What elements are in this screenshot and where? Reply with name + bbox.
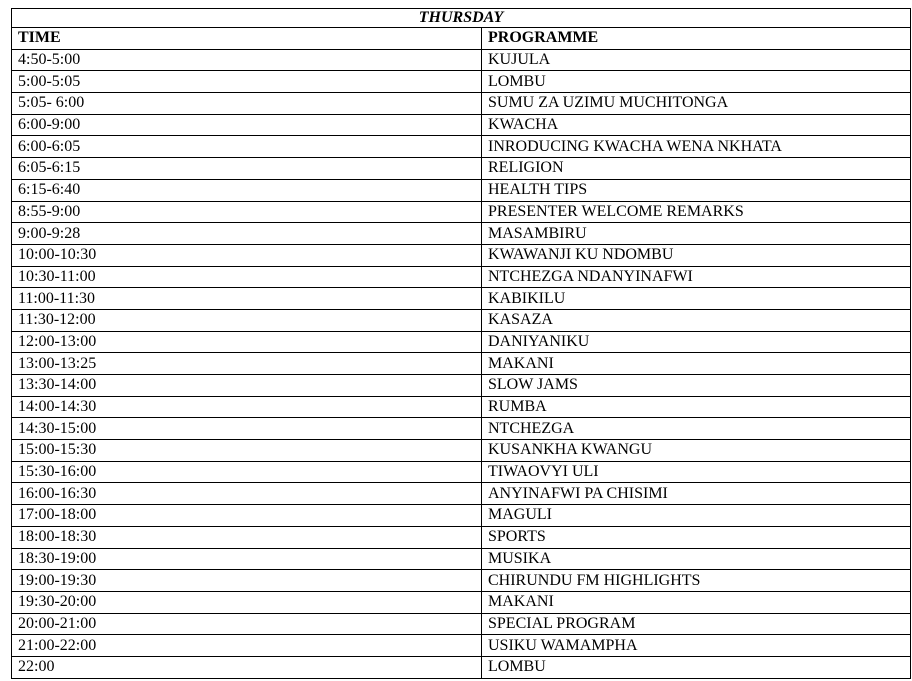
time-cell: 15:00-15:30 <box>12 440 482 462</box>
table-row <box>12 461 911 483</box>
time-cell: 10:00-10:30 <box>12 244 482 266</box>
time-cell: 18:30-19:00 <box>12 548 482 570</box>
table-row <box>12 396 911 418</box>
time-cell: 9:00-9:28 <box>12 223 482 245</box>
programme-cell: KUJULA <box>482 49 911 71</box>
time-cell: 8:55-9:00 <box>12 201 482 223</box>
table-row <box>12 483 911 505</box>
programme-cell: ANYINAFWI PA CHISIMI <box>482 483 911 505</box>
table-row <box>12 136 911 158</box>
table-row <box>12 591 911 613</box>
time-cell: 14:00-14:30 <box>12 396 482 418</box>
programme-cell: MASAMBIRU <box>482 223 911 245</box>
programme-cell: USIKU WAMAMPHA <box>482 635 911 657</box>
programme-cell: CHIRUNDU FM HIGHLIGHTS <box>482 570 911 592</box>
table-row <box>12 331 911 353</box>
programme-cell: NTCHEZGA <box>482 418 911 440</box>
programme-cell: KABIKILU <box>482 288 911 310</box>
programme-cell: RUMBA <box>482 396 911 418</box>
time-cell: 10:30-11:00 <box>12 266 482 288</box>
time-cell: 16:00-16:30 <box>12 483 482 505</box>
table-row <box>12 288 911 310</box>
table-row <box>12 656 911 678</box>
programme-cell: KUSANKHA KWANGU <box>482 440 911 462</box>
programme-cell: PRESENTER WELCOME REMARKS <box>482 201 911 223</box>
time-cell: 18:00-18:30 <box>12 526 482 548</box>
programme-cell: LOMBU <box>482 656 911 678</box>
time-cell: 22:00 <box>12 656 482 678</box>
programme-cell: LOMBU <box>482 71 911 93</box>
time-column-header: TIME <box>12 28 482 50</box>
programme-cell: MUSIKA <box>482 548 911 570</box>
programme-column-header: PROGRAMME <box>482 28 911 50</box>
time-cell: 5:00-5:05 <box>12 71 482 93</box>
table-row <box>12 505 911 527</box>
table-row <box>12 440 911 462</box>
time-cell: 17:00-18:00 <box>12 505 482 527</box>
programme-cell: INRODUCING KWACHA WENA NKHATA <box>482 136 911 158</box>
table-row <box>12 71 911 93</box>
table-row <box>12 201 911 223</box>
programme-cell: SLOW JAMS <box>482 375 911 397</box>
programme-cell: SPECIAL PROGRAM <box>482 613 911 635</box>
programme-cell: KWACHA <box>482 114 911 136</box>
time-cell: 5:05- 6:00 <box>12 93 482 115</box>
programme-cell: DANIYANIKU <box>482 331 911 353</box>
time-cell: 20:00-21:00 <box>12 613 482 635</box>
time-cell: 15:30-16:00 <box>12 461 482 483</box>
schedule-body <box>12 49 911 678</box>
time-cell: 6:00-9:00 <box>12 114 482 136</box>
time-cell: 13:00-13:25 <box>12 353 482 375</box>
time-cell: 19:30-20:00 <box>12 591 482 613</box>
time-cell: 14:30-15:00 <box>12 418 482 440</box>
time-cell: 11:30-12:00 <box>12 309 482 331</box>
time-cell: 4:50-5:00 <box>12 49 482 71</box>
time-cell: 11:00-11:30 <box>12 288 482 310</box>
table-row <box>12 526 911 548</box>
table-row <box>12 353 911 375</box>
table-row <box>12 548 911 570</box>
table-row <box>12 570 911 592</box>
table-row <box>12 223 911 245</box>
programme-cell: NTCHEZGA NDANYINAFWI <box>482 266 911 288</box>
time-cell: 6:15-6:40 <box>12 179 482 201</box>
table-row <box>12 158 911 180</box>
programme-cell: RELIGION <box>482 158 911 180</box>
time-cell: 6:05-6:15 <box>12 158 482 180</box>
time-cell: 13:30-14:00 <box>12 375 482 397</box>
day-title: THURSDAY <box>12 9 911 28</box>
table-row <box>12 266 911 288</box>
programme-cell: TIWAOVYI ULI <box>482 461 911 483</box>
programme-cell: MAKANI <box>482 353 911 375</box>
time-cell: 6:00-6:05 <box>12 136 482 158</box>
column-header-row <box>12 28 911 50</box>
programme-cell: SPORTS <box>482 526 911 548</box>
table-row <box>12 244 911 266</box>
table-row <box>12 375 911 397</box>
programme-cell: HEALTH TIPS <box>482 179 911 201</box>
programme-cell: MAGULI <box>482 505 911 527</box>
time-cell: 19:00-19:30 <box>12 570 482 592</box>
table-row <box>12 93 911 115</box>
table-row <box>12 613 911 635</box>
schedule-table <box>11 8 911 679</box>
table-row <box>12 114 911 136</box>
table-row <box>12 309 911 331</box>
time-cell: 21:00-22:00 <box>12 635 482 657</box>
programme-cell: KWAWANJI KU NDOMBU <box>482 244 911 266</box>
table-row <box>12 179 911 201</box>
programme-cell: KASAZA <box>482 309 911 331</box>
programme-cell: SUMU ZA UZIMU MUCHITONGA <box>482 93 911 115</box>
programme-cell: MAKANI <box>482 591 911 613</box>
table-row <box>12 49 911 71</box>
table-row <box>12 418 911 440</box>
day-header-row <box>12 9 911 28</box>
table-row <box>12 635 911 657</box>
time-cell: 12:00-13:00 <box>12 331 482 353</box>
